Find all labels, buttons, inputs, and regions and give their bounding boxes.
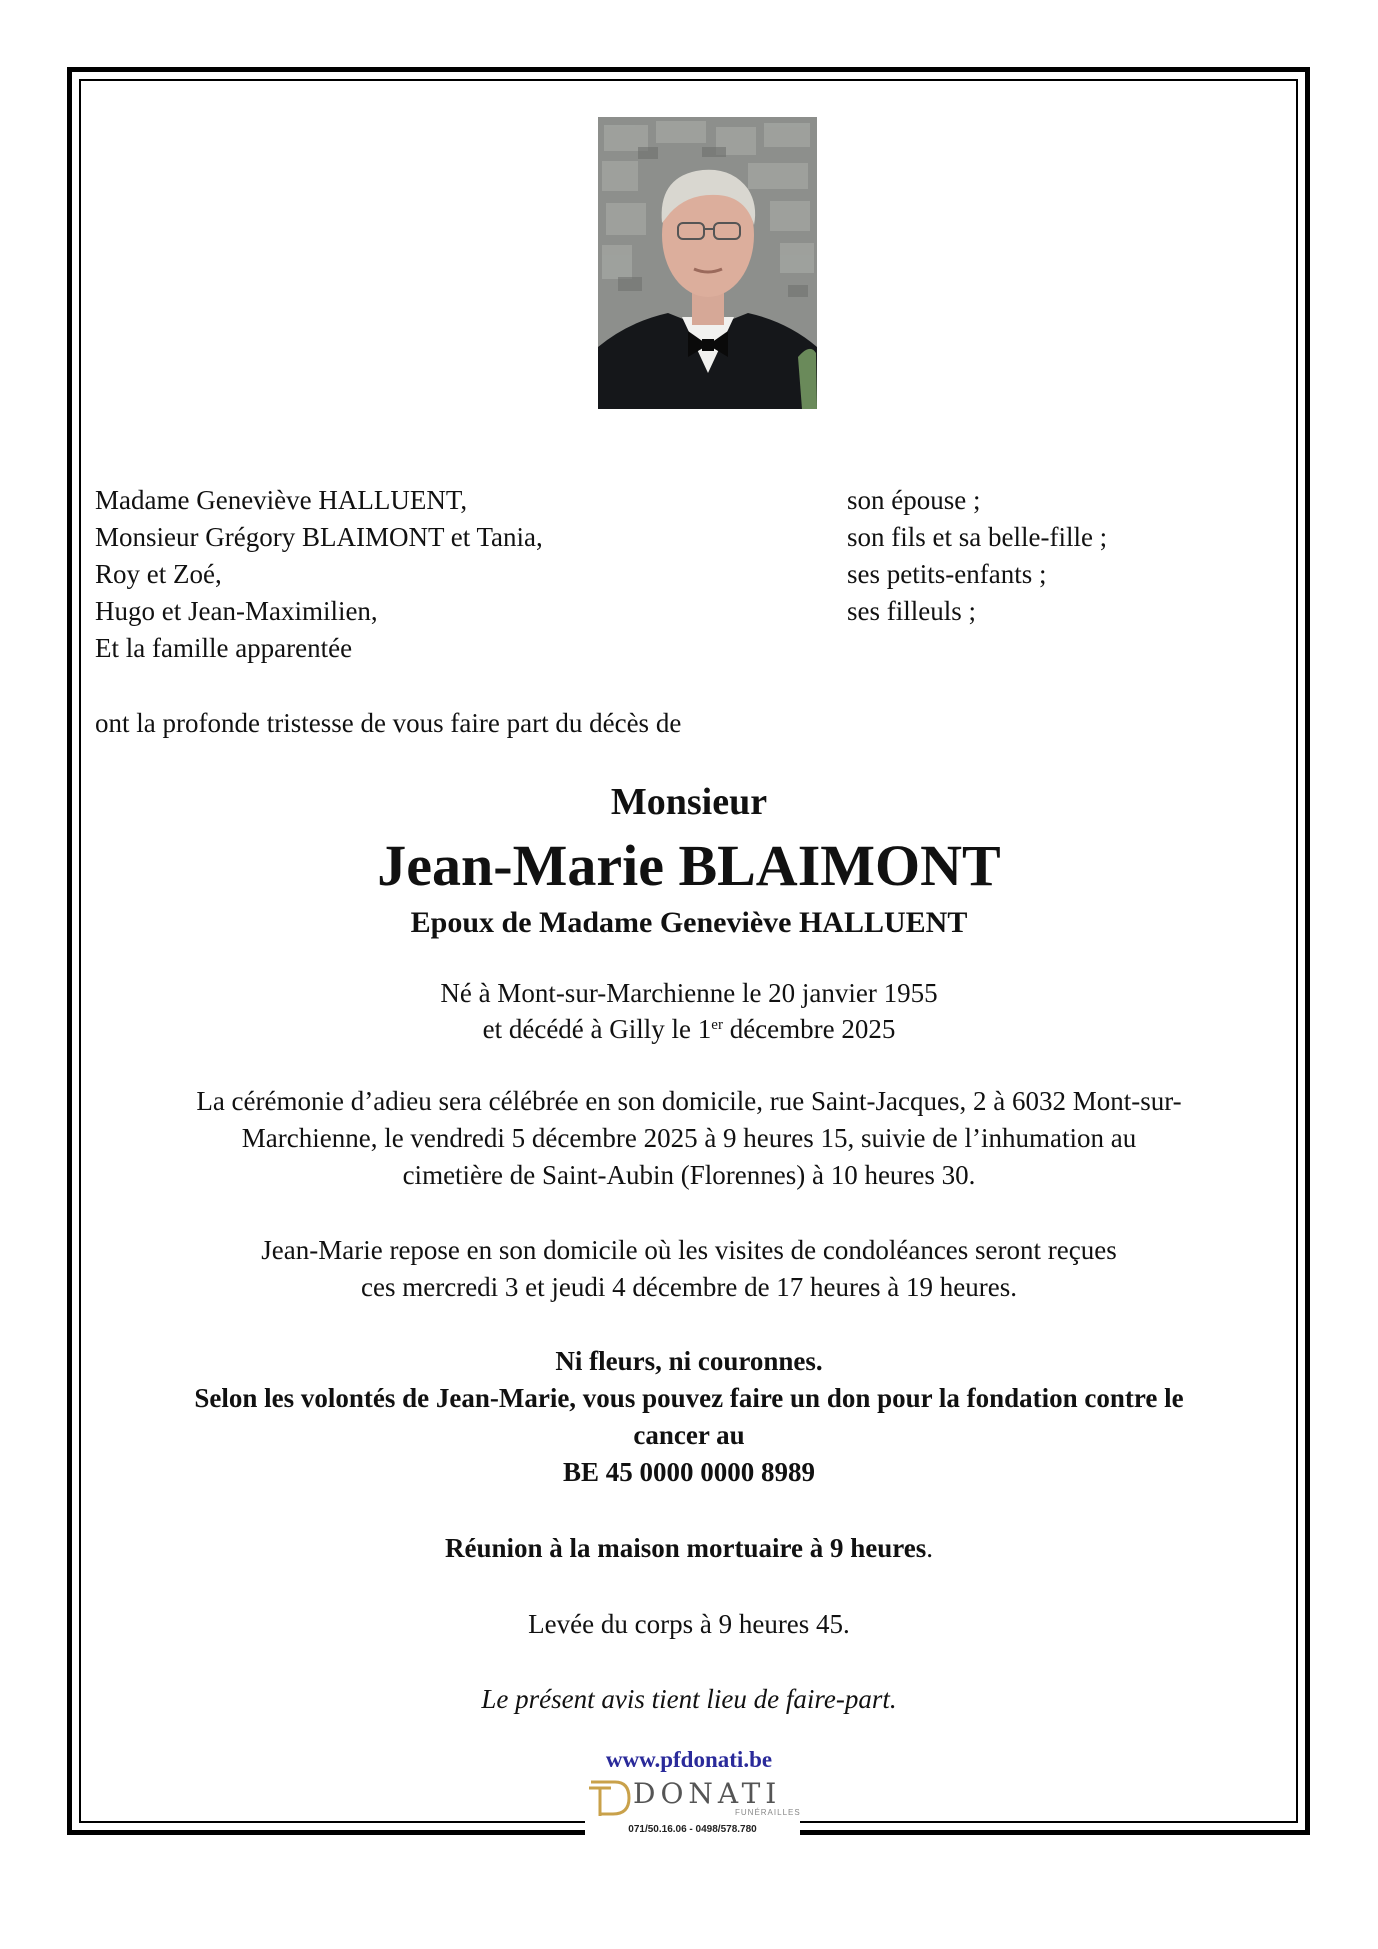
reunion-tail: . — [926, 1533, 934, 1563]
deceased-title: Monsieur — [610, 781, 768, 823]
ceremony-details — [85, 1083, 1293, 1194]
deceased-spouse: Epoux de Madame Geneviève HALLUENT — [410, 906, 968, 939]
family-list — [95, 482, 1295, 667]
family-relation: ses petits-enfants ; — [847, 559, 1047, 589]
family-relation: son fils et sa belle-fille ; — [847, 522, 1108, 552]
family-name: Madame Geneviève HALLUENT, — [95, 485, 468, 515]
family-row — [95, 519, 1295, 556]
donation-line: Selon les volontés de Jean-Marie, vous pouvez faire un don pour la fondation contre le — [194, 1383, 1184, 1413]
family-name: Monsieur Grégory BLAIMONT et Tania, — [95, 522, 543, 552]
family-name: Roy et Zoé, — [95, 559, 222, 589]
announcement-intro: ont la profonde tristesse de vous faire part du décès de — [95, 708, 682, 738]
levee-notice: Levée du corps à 9 heures 45. — [528, 1609, 850, 1639]
donati-logo — [585, 1778, 800, 1826]
death-suffix: décembre 2025 — [722, 1014, 896, 1044]
funeral-home-website[interactable]: www.pfdonati.be — [605, 1747, 773, 1772]
portrait-photo — [598, 117, 817, 409]
no-flowers-line: Ni fleurs, ni couronnes. — [555, 1346, 823, 1376]
funeral-home-phones: 071/50.16.06 - 0498/578.780 — [585, 1823, 800, 1837]
ceremony-line: Marchienne, le vendredi 5 décembre 2025 à 9 heures 15, suivie de l’inhumation au — [241, 1123, 1137, 1153]
birth-line: Né à Mont-sur-Marchienne le 20 janvier 1955 — [440, 978, 938, 1008]
visits-line: ces mercredi 3 et jeudi 4 décembre de 17 heures à 19 heures. — [361, 1272, 1017, 1302]
avis-notice: Le présent avis tient lieu de faire-part. — [481, 1684, 897, 1714]
donation-line: cancer au — [633, 1420, 745, 1450]
family-row — [95, 593, 1295, 630]
bank-account: BE 45 0000 0000 8989 — [562, 1457, 816, 1487]
death-ordinal: er — [711, 1017, 723, 1033]
family-row — [95, 556, 1295, 593]
reunion-notice — [85, 1530, 1293, 1567]
birth-death-dates — [85, 975, 1293, 1047]
family-row — [95, 630, 1295, 667]
visits-line: Jean-Marie repose en son domicile où les visites de condoléances seront reçues — [261, 1235, 1117, 1265]
donation-notice — [85, 1343, 1293, 1491]
logo-subtitle: FUNÉRAILLES — [735, 1808, 801, 1817]
death-line — [85, 1011, 1293, 1047]
donati-logo-icon — [585, 1778, 633, 1818]
ceremony-line: cimetière de Saint-Aubin (Florennes) à 10 heures 30. — [402, 1160, 976, 1190]
ceremony-line: La cérémonie d’adieu sera célébrée en son domicile, rue Saint-Jacques, 2 à 6032 Mont-sur- — [196, 1086, 1182, 1116]
reunion-text: Réunion à la maison mortuaire à 9 heures — [444, 1533, 927, 1563]
family-name: Hugo et Jean-Maximilien, — [95, 596, 378, 626]
deceased-name: Jean-Marie BLAIMONT — [377, 833, 1001, 898]
family-row — [95, 482, 1295, 519]
family-name: Et la famille apparentée — [95, 633, 353, 663]
family-relation: ses filleuls ; — [847, 596, 976, 626]
visits-details — [85, 1232, 1293, 1306]
death-prefix: et décédé à Gilly le 1 — [482, 1014, 712, 1044]
logo-name: DONATI — [633, 1777, 782, 1810]
family-relation: son épouse ; — [847, 485, 981, 515]
